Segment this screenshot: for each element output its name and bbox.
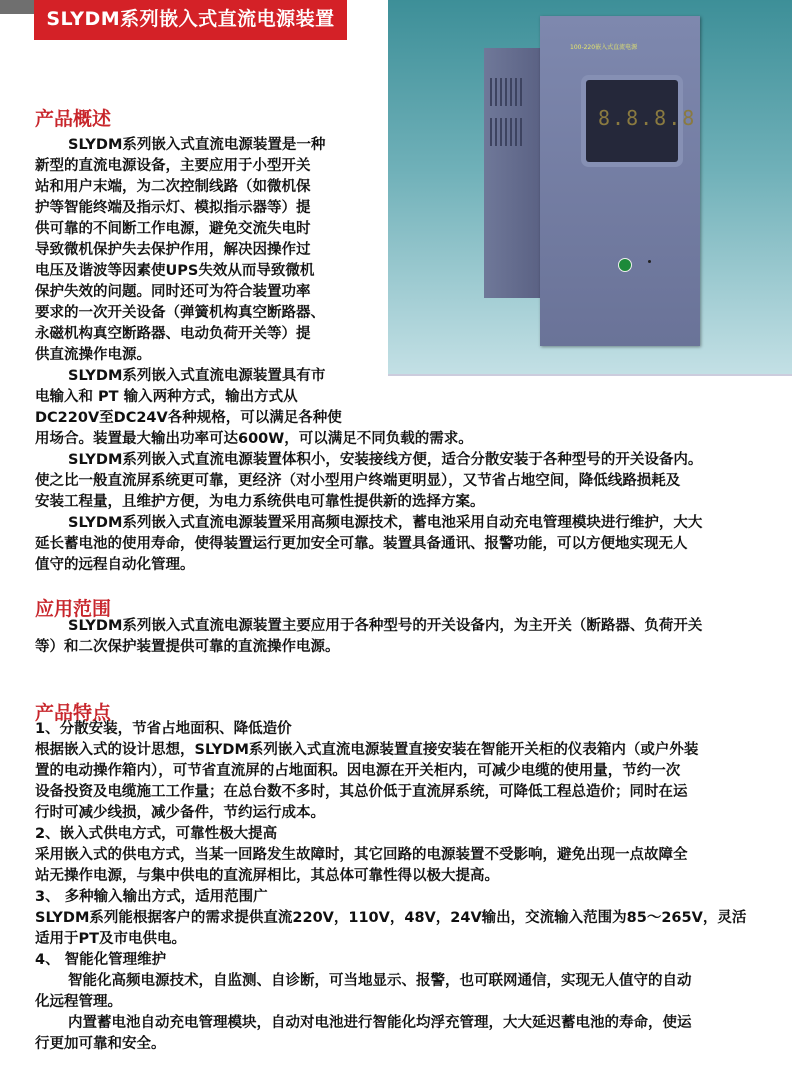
text-line: 行时可减少线损，减少备件，节约运行成本。 xyxy=(35,805,325,821)
text-line: 延长蓄电池的使用寿命，使得装置运行更加安全可靠。装置具备通讯、报警功能，可以方便地实现无人 xyxy=(35,536,688,552)
vent-grille xyxy=(490,78,522,106)
scope-heading: 应用范围 xyxy=(35,598,112,620)
text-line: 供直流操作电源。 xyxy=(35,347,151,363)
overview-heading: 产品概述 xyxy=(35,108,112,130)
features-text xyxy=(35,719,746,1055)
text-line: 4、 智能化管理维护 xyxy=(35,952,167,968)
text-line: 采用嵌入式的供电方式，当某一回路发生故障时，其它回路的电源装置不受影响，避免出现一点故障全 xyxy=(35,847,688,863)
text-line: SLYDM系列嵌入式直流电源装置主要应用于各种型号的开关设备内，为主开关（断路器、负荷开关 xyxy=(68,618,703,634)
text-line: 永磁机构真空断路器、电动负荷开关等）提 xyxy=(35,326,311,342)
text-line: 导致微机保护失去保护作用，解决因操作过 xyxy=(35,242,311,258)
text-line: SLYDM系列嵌入式直流电源装置是一种 xyxy=(68,137,326,153)
panel-label: 100-220嵌入式直流电源 xyxy=(570,44,638,51)
scope-text xyxy=(35,616,702,658)
text-line: 2、嵌入式供电方式，可靠性极大提高 xyxy=(35,826,278,842)
text-line: 智能化高频电源技术，自监测、自诊断，可当地显示、报警，也可联网通信，实现无人值守的自动 xyxy=(68,973,692,989)
page-title: SLYDM系列嵌入式直流电源装置 xyxy=(34,0,347,40)
text-line: 行更加可靠和安全。 xyxy=(35,1036,166,1052)
text-line: 护等智能终端及指示灯、模拟指示器等）提 xyxy=(35,200,311,216)
text-line: 使之比一般直流屏系统更可靠，更经济（对小型用户终端更明显），又节省占地空间，降低线路损耗及 xyxy=(35,473,681,489)
text-line: 要求的一次开关设备（弹簧机构真空断路器、 xyxy=(35,305,325,321)
text-line: 供可靠的不间断工作电源，避免交流失电时 xyxy=(35,221,311,237)
text-line: 内置蓄电池自动充电管理模块，自动对电池进行智能化均浮充管理，大大延迟蓄电池的寿命，使运 xyxy=(68,1015,692,1031)
text-line: 保护失效的问题。同时还可为符合装置功率 xyxy=(35,284,311,300)
text-line: 新型的直流电源设备，主要应用于小型开关 xyxy=(35,158,311,174)
text-line: 置的电动操作箱内），可节省直流屏的占地面积。因电源在开关柜内，可减少电缆的使用量，节约一次 xyxy=(35,763,681,779)
text-line: 安装工程量，且维护方便，为电力系统供电可靠性提供新的选择方案。 xyxy=(35,494,485,510)
text-line: DC220V至DC24V各种规格，可以满足各种使 xyxy=(35,410,342,426)
text-line: SLYDM系列嵌入式直流电源装置具有市 xyxy=(68,368,326,384)
display-digits: 8.8.8.8 xyxy=(598,106,697,130)
features-heading: 产品特点 xyxy=(35,702,112,724)
text-line: 1、分散安装，节省占地面积、降低造价 xyxy=(35,721,292,737)
overview-text xyxy=(35,135,702,576)
text-line: 适用于PT及市电供电。 xyxy=(35,931,187,947)
text-line: 3、 多种输入输出方式，适用范围广 xyxy=(35,889,268,905)
text-line: 站无操作电源，与集中供电的直流屏相比，其总体可靠性得以极大提高。 xyxy=(35,868,499,884)
text-line: 等）和二次保护装置提供可靠的直流操作电源。 xyxy=(35,639,340,655)
text-line: SLYDM系列嵌入式直流电源装置体积小，安装接线方便，适合分散安装于各种型号的开关设备内。 xyxy=(68,452,703,468)
text-line: 用场合。装置最大输出功率可达600W，可以满足不同负载的需求。 xyxy=(35,431,473,447)
text-line: 电输入和 PT 输入两种方式，输出方式从 xyxy=(35,389,298,405)
text-line: SLYDM系列能根据客户的需求提供直流220V，110V，48V，24V输出，交流输入范围为85～265V，灵活 xyxy=(35,910,747,926)
text-line: SLYDM系列嵌入式直流电源装置采用高频电源技术，蓄电池采用自动充电管理模块进行维护，大大 xyxy=(68,515,703,531)
text-line: 电压及谐波等因素使UPS失效从而导致微机 xyxy=(35,263,315,279)
text-line: 根据嵌入式的设计思想，SLYDM系列嵌入式直流电源装置直接安装在智能开关柜的仪表箱内（或户外装 xyxy=(35,742,699,758)
text-line: 设备投资及电缆施工工作量；在总台数不多时，其总价低于直流屏系统，可降低工程总造价；同时在运 xyxy=(35,784,688,800)
text-line: 站和用户末端，为二次控制线路（如微机保 xyxy=(35,179,311,195)
text-line: 化远程管理。 xyxy=(35,994,122,1010)
text-line: 值守的远程自动化管理。 xyxy=(35,557,195,573)
